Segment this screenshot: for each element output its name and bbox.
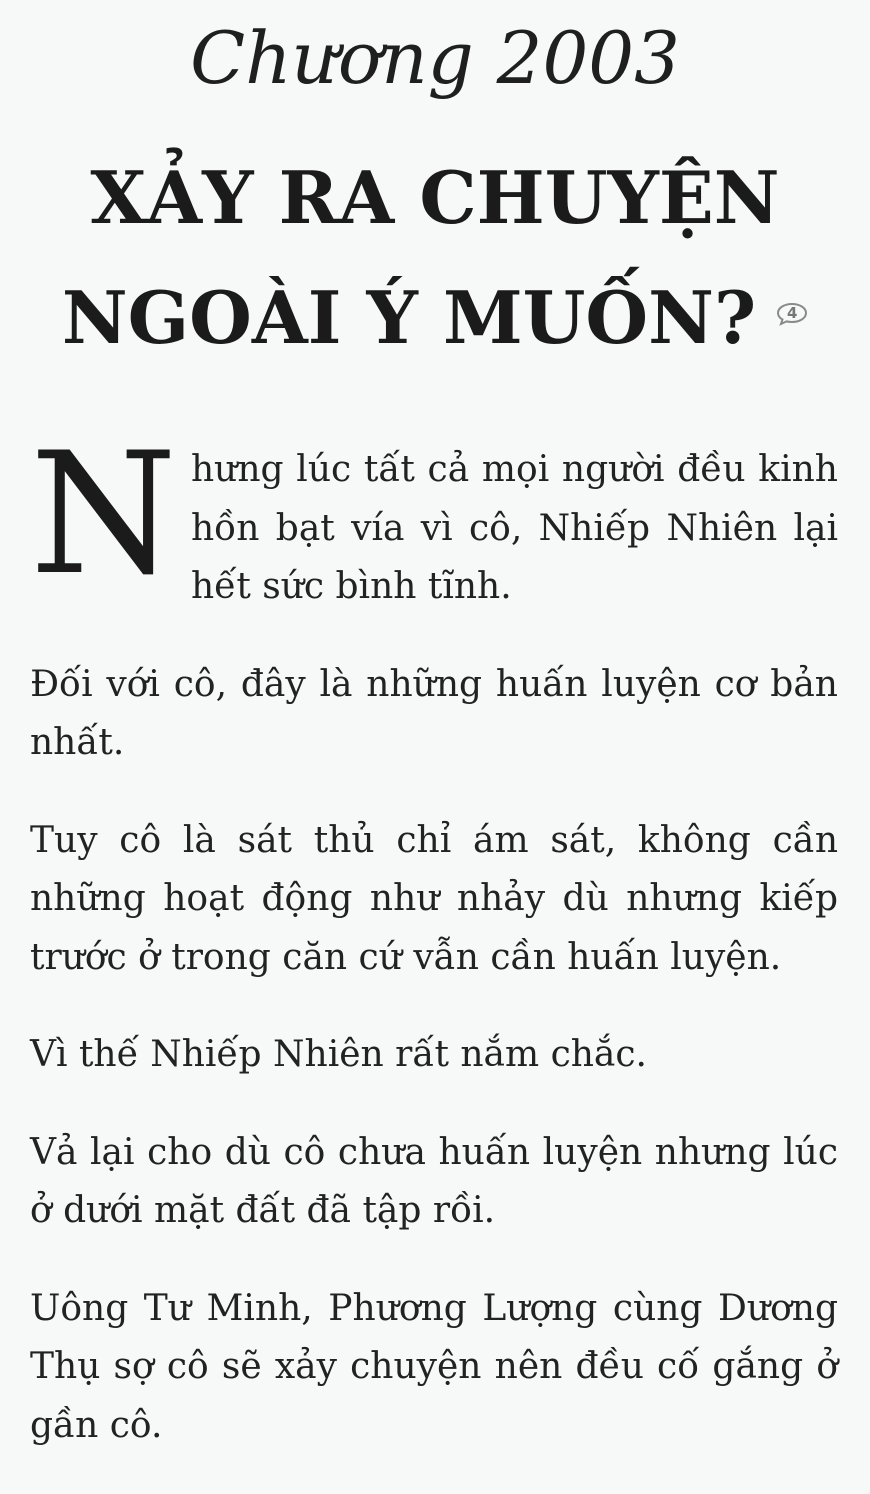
chapter-title-line-2-wrapper xyxy=(20,258,850,378)
paragraph-4: Vì thế Nhiếp Nhiên rất nắm chắc. xyxy=(30,1034,647,1075)
chapter-title xyxy=(20,138,850,378)
paragraph-6: Uông Tư Minh, Phương Lượng cùng Dương Thụ sợ cô sẽ xảy chuyện nên đều cố gắng ở gần cô. xyxy=(30,1287,838,1446)
paragraph-1-text: hưng lúc tất cả mọi người đều kinh hồn bạt vía vì cô, Nhiếp Nhiên lại hết sức bình tĩnh. xyxy=(191,449,838,607)
chapter-title-line-1: XẢY RA CHUYỆN xyxy=(90,155,780,240)
paragraph-2: Đối với cô, đây là những huấn luyện cơ bản nhất. xyxy=(30,663,838,763)
comment-badge[interactable] xyxy=(776,302,808,326)
chapter-title-line-2: NGOÀI Ý MUỐN? xyxy=(61,275,757,360)
drop-cap: N xyxy=(30,441,177,612)
chapter-number: Chương 2003 xyxy=(190,16,680,100)
paragraph-1 xyxy=(30,441,838,617)
chapter-content xyxy=(30,441,838,1494)
paragraph-5: Vả lại cho dù cô chưa huấn luyện nhưng lúc ở dưới mặt đất đã tập rồi. xyxy=(30,1131,838,1231)
comment-count: 4 xyxy=(786,304,798,322)
paragraph-3: Tuy cô là sát thủ chỉ ám sát, không cần những hoạt động như nhảy dù nhưng kiếp trước ở trong căn cứ vẫn cần huấn luyện. xyxy=(30,819,838,978)
